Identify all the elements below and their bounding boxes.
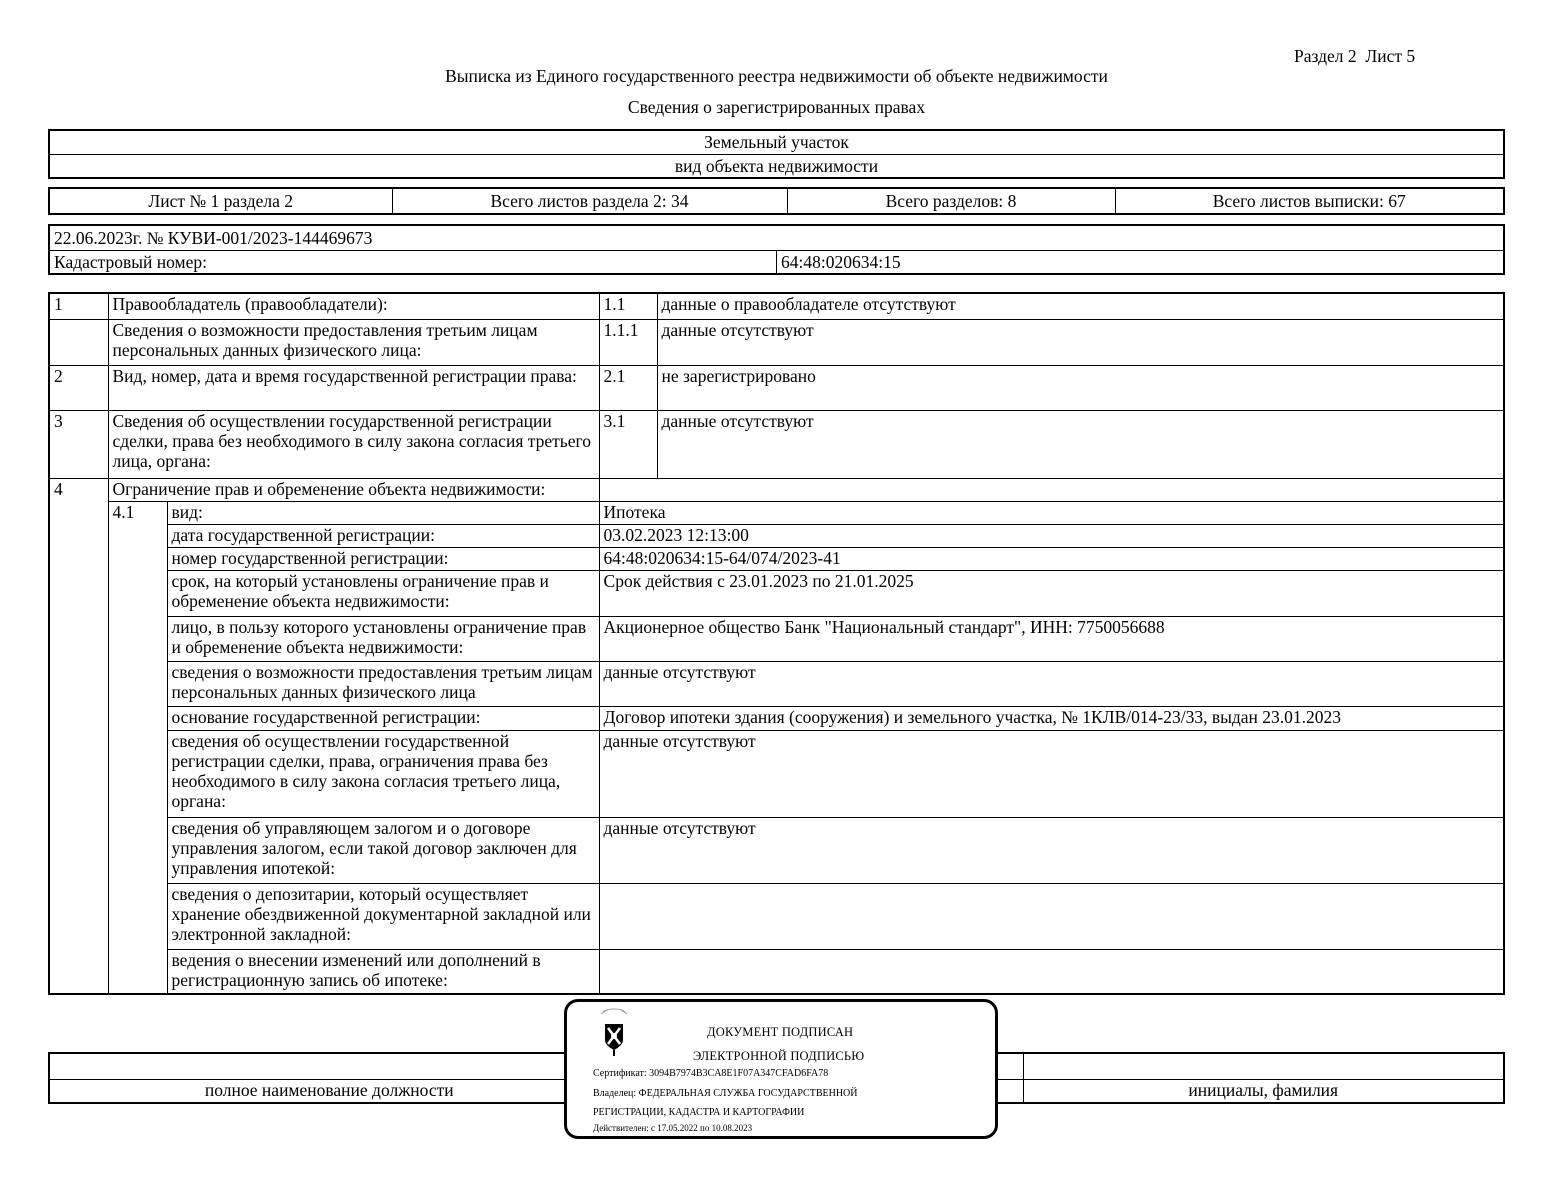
total-sheets-section: Всего листов раздела 2: 34 [392,188,787,214]
object-type-table [48,129,1505,179]
encumbrance-label: сведения об осуществлении государственной регистрации сделки, права, ограничения права без необходимого в силу закона согласия третьего лица, органа: [167,730,599,817]
stamp-certificate: Сертификат: 3094B7974B3CA8E1F07A347CFAD6FA78 [593,1068,829,1079]
stamp-validity: Действителен: с 17.05.2022 по 10.08.2023 [593,1123,753,1133]
row-value: не зарегистрировано [657,365,1504,410]
coat-of-arms-icon [593,1008,635,1056]
encumbrance-value: данные отсутствуют [599,817,1504,883]
encumbrance-row [49,883,1504,949]
table-row [49,365,1504,410]
encumbrance-label: сведения о возможности предоставления третьим лицам персональных данных физического лица [167,661,599,706]
encumbrance-label: сведения о депозитарии, который осуществляет хранение обездвиженной документарной закладной или электронной закладной: [167,883,599,949]
encumbrance-value: Ипотека [599,501,1504,524]
sheet-info-table [48,187,1505,215]
row-code: 1.1.1 [599,319,657,365]
encumbrance-label: вид: [167,501,599,524]
encumbrance-label: лицо, в пользу которого установлены ограничение прав и обременение объекта недвижимости: [167,616,599,661]
encumbrance-row [49,817,1504,883]
table-row [49,319,1504,365]
row-value: данные о правообладателе отсутствуют [657,293,1504,319]
row-value: данные отсутствуют [657,410,1504,478]
table-row [49,478,1504,501]
date-number: 22.06.2023г. № КУВИ-001/2023-144469673 [49,225,1504,250]
row-number: 1 [49,293,108,319]
encumbrance-value [599,949,1504,994]
row-code: 1.1 [599,293,657,319]
total-sections: Всего разделов: 8 [787,188,1115,214]
encumbrance-value: 03.02.2023 12:13:00 [599,524,1504,547]
encumbrance-row [49,547,1504,570]
row-number: 4 [49,478,108,501]
electronic-signature-stamp [564,999,998,1139]
stamp-line1: ДОКУМЕНТ ПОДПИСАН [707,1025,854,1039]
encumbrance-label: ведения о внесении изменений или дополнений в регистрационную запись об ипотеке: [167,949,599,994]
cadastral-value: 64:48:020634:15 [777,250,1505,274]
sheet-number: Лист № 1 раздела 2 [49,188,392,214]
row-label: Ограничение прав и обременение объекта недвижимости: [108,478,599,501]
encumbrance-label: номер государственной регистрации: [167,547,599,570]
document-title: Выписка из Единого государственного реестра недвижимости об объекте недвижимости [445,66,1108,86]
object-type-label: вид объекта недвижимости [49,154,1504,178]
row-value: данные отсутствуют [657,319,1504,365]
row-number: 2 [49,365,108,410]
encumbrance-value: данные отсутствуют [599,661,1504,706]
encumbrance-row [49,524,1504,547]
encumbrance-label: срок, на который установлены ограничение прав и обременение объекта недвижимости: [167,570,599,616]
object-type: Земельный участок [49,130,1504,154]
document-subtitle: Сведения о зарегистрированных правах [627,97,926,117]
cadastral-table [48,224,1505,275]
initials-label: инициалы, фамилия [1023,1079,1504,1103]
encumbrance-label: сведения об управляющем залогом и о договоре управления залогом, если такой договор заключен для управления ипотекой: [167,817,599,883]
position-label: полное наименование должности [49,1079,609,1103]
section-sheet-label: Раздел 2 Лист 5 [1294,46,1416,66]
encumbrance-label: дата государственной регистрации: [167,524,599,547]
row-label: Правообладатель (правообладатели): [108,293,599,319]
row-label: Сведения об осуществлении государственной регистрации сделки, права без необходимого в силу закона согласия третьего лица, органа: [108,410,599,478]
encumbrance-row [49,570,1504,616]
encumbrance-number: 4.1 [108,501,167,524]
stamp-line2: ЭЛЕКТРОННОЙ ПОДПИСЬЮ [693,1049,865,1063]
row-code: 3.1 [599,410,657,478]
row-code: 2.1 [599,365,657,410]
row-label: Сведения о возможности предоставления третьим лицам персональных данных физического лица: [108,319,599,365]
encumbrance-value: 64:48:020634:15-64/074/2023-41 [599,547,1504,570]
encumbrance-value [599,883,1504,949]
encumbrance-value: данные отсутствуют [599,730,1504,817]
stamp-owner-cont: РЕГИСТРАЦИИ, КАДАСТРА И КАРТОГРАФИИ [593,1107,805,1118]
encumbrance-value: Срок действия с 23.01.2023 по 21.01.2025 [599,570,1504,616]
rights-table [48,292,1505,995]
encumbrance-row [49,706,1504,730]
table-row [49,410,1504,478]
total-sheets: Всего листов выписки: 67 [1115,188,1504,214]
row-number: 3 [49,410,108,478]
cadastral-label: Кадастровый номер: [49,250,777,274]
encumbrance-row [49,616,1504,661]
encumbrance-value: Договор ипотеки здания (сооружения) и земельного участка, № 1КЛВ/014-23/33, выдан 23.01.2023 [599,706,1504,730]
encumbrance-value: Акционерное общество Банк "Национальный стандарт", ИНН: 7750056688 [599,616,1504,661]
row-label: Вид, номер, дата и время государственной регистрации права: [108,365,599,410]
table-row [49,293,1504,319]
encumbrance-row [49,661,1504,706]
encumbrance-row [49,730,1504,817]
encumbrance-row [49,949,1504,994]
encumbrance-label: основание государственной регистрации: [167,706,599,730]
stamp-owner: Владелец: ФЕДЕРАЛЬНАЯ СЛУЖБА ГОСУДАРСТВЕННОЙ [593,1088,858,1099]
encumbrance-row [49,501,1504,524]
